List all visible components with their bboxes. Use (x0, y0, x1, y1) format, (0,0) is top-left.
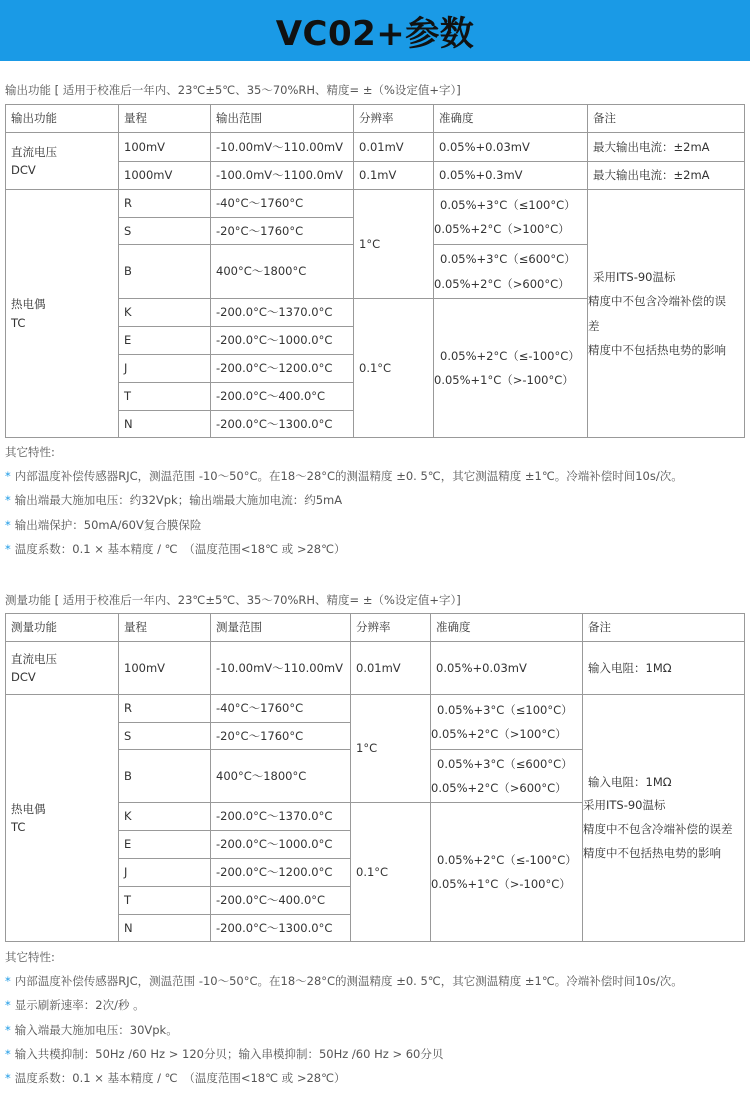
tc-type-cell: E (119, 327, 211, 355)
note-cell: 最大输出电流：±2mA (588, 133, 745, 162)
header-cell: 量程 (119, 614, 211, 642)
accuracy-line: 0.05%+2°C（>100°C） (431, 727, 567, 741)
note-line: 采用ITS-90温标 (593, 269, 676, 284)
tc-code: TC (11, 315, 26, 330)
note-line: 采用ITS-90温标 (583, 797, 666, 812)
bullet-icon: * (5, 1046, 11, 1061)
list-item (5, 488, 683, 512)
span-cell: 400°C～1800°C (211, 245, 354, 299)
accuracy-line: 0.05%+3°C（≤600°C） (440, 252, 576, 267)
tc-code: TC (11, 820, 26, 834)
bullet-icon: * (5, 517, 11, 532)
measure-spec-table (5, 613, 745, 942)
list-item (5, 464, 683, 488)
feature-text: 温度系数：0.1 × 基本精度 / ℃ （温度范围<18℃ 或 >28℃） (14, 541, 346, 556)
header-cell: 测量功能 (6, 614, 119, 642)
tc-type-cell: K (119, 803, 211, 831)
tc-type-cell: T (119, 383, 211, 411)
list-item (5, 513, 683, 537)
list-item (5, 1042, 683, 1066)
resolution-cell: 0.01mV (354, 133, 434, 162)
tc-type-cell: N (119, 915, 211, 942)
header-cell: 准确度 (431, 614, 583, 642)
feature-text: 内部温度补偿传感器RJC，测温范围 -10～50°C。在18～28°C的测温精度 ±0. 5℃，其它测温精度 ±1℃。冷端补偿时间10s/次。 (14, 469, 683, 483)
feature-text: 温度系数：0.1 × 基本精度 / ℃ （温度范围<18℃ 或 >28℃） (14, 1071, 346, 1086)
list-item (5, 969, 683, 993)
header-cell: 分辨率 (354, 105, 434, 133)
table-header-row (6, 614, 745, 642)
tc-type-cell: K (119, 299, 211, 327)
span-cell: -200.0°C～1300.0°C (211, 411, 354, 438)
header-cell: 输出范围 (211, 105, 354, 133)
span-cell: -100.0mV～1100.0mV (211, 162, 354, 190)
range-cell: 1000mV (119, 162, 211, 190)
note-line: 精度中不包括热电势的影响 (583, 846, 721, 861)
dcv-code: DCV (11, 163, 36, 177)
list-item (5, 1018, 683, 1042)
note-line: 差 (588, 318, 600, 333)
range-cell: 100mV (119, 642, 211, 695)
header-cell: 量程 (119, 105, 211, 133)
header-cell: 备注 (588, 105, 745, 133)
accuracy-cell (431, 695, 583, 750)
feature-text: 输入端最大施加电压：30Vpk。 (14, 1022, 178, 1037)
table-header-row (6, 105, 745, 133)
tc-type-cell: B (119, 750, 211, 803)
accuracy-cell: 0.05%+0.03mV (434, 133, 588, 162)
span-cell: -200.0°C～1200.0°C (211, 355, 354, 383)
list-item (5, 1066, 683, 1090)
note-cell: 最大输出电流：±2mA (588, 162, 745, 190)
tc-type-cell: E (119, 831, 211, 859)
measure-caption: 测量功能 [ 适用于校准后一年内、23℃±5℃、35～70%RH、精度= ±（%设定值+字）] (5, 593, 461, 607)
accuracy-cell (434, 299, 588, 438)
header-cell: 分辨率 (351, 614, 431, 642)
header-cell: 输出功能 (6, 105, 119, 133)
feature-text: 输入共模抑制：50Hz /60 Hz > 120分贝；输入串模抑制：50Hz /60 Hz > 60分贝 (14, 1046, 444, 1061)
feature-text: 输出端保护：50mA/60V复合膜保险 (14, 517, 202, 532)
dcv-label-cell (6, 642, 119, 695)
accuracy-line: 0.05%+1°C（>-100°C） (434, 373, 574, 387)
bullet-icon: * (5, 974, 11, 988)
other-features-heading: 其它特性: (5, 950, 55, 964)
span-cell: -200.0°C～1200.0°C (211, 859, 351, 887)
feature-text: 输出端最大施加电压：约32Vpk；输出端最大施加电流：约5mA (14, 493, 343, 508)
resolution-cell: 1°C (351, 695, 431, 803)
dcv-label-cell (6, 133, 119, 190)
accuracy-line: 0.05%+1°C（>-100°C） (431, 877, 571, 891)
accuracy-cell: 0.05%+0.3mV (434, 162, 588, 190)
dcv-code: DCV (11, 670, 36, 684)
note-cell: 输入电阻：1MΩ (583, 642, 745, 695)
note-line: 输入电阻：1MΩ (588, 775, 672, 790)
table-row (6, 695, 745, 723)
note-line: 精度中不包含冷端补偿的误差 (583, 822, 733, 836)
tc-type-cell: R (119, 190, 211, 218)
tc-type-cell: J (119, 355, 211, 383)
span-cell: -40°C～1760°C (211, 190, 354, 218)
resolution-cell: 0.01mV (351, 642, 431, 695)
accuracy-cell (431, 750, 583, 803)
accuracy-line: 0.05%+3°C（≤600°C） (437, 756, 573, 771)
bullet-icon: * (5, 998, 11, 1013)
bullet-icon: * (5, 1022, 11, 1037)
span-cell: -200.0°C～1370.0°C (211, 299, 354, 327)
list-item (5, 993, 683, 1017)
accuracy-line: 0.05%+2°C（>100°C） (434, 222, 570, 236)
header-cell: 测量范围 (211, 614, 351, 642)
tc-type-cell: B (119, 245, 211, 299)
span-cell: -20°C～1760°C (211, 723, 351, 750)
tc-type-cell: N (119, 411, 211, 438)
dcv-label: 直流电压 (11, 651, 57, 666)
span-cell: -200.0°C～1370.0°C (211, 803, 351, 831)
output-spec-table (5, 104, 745, 438)
tc-type-cell: T (119, 887, 211, 915)
tc-type-cell: S (119, 723, 211, 750)
feature-text: 显示刷新速率：2次/秒 。 (14, 998, 145, 1013)
resolution-cell: 0.1mV (354, 162, 434, 190)
header-cell: 准确度 (434, 105, 588, 133)
range-cell: 100mV (119, 133, 211, 162)
tc-label: 热电偶 (11, 297, 46, 312)
accuracy-cell (434, 190, 588, 245)
tc-label: 热电偶 (11, 801, 46, 816)
list-item (5, 537, 683, 561)
tc-type-cell: J (119, 859, 211, 887)
accuracy-cell (434, 245, 588, 299)
output-caption: 输出功能 [ 适用于校准后一年内、23℃±5℃、35～70%RH、精度= ±（%设定值+字）] (5, 83, 461, 97)
span-cell: -200.0°C～400.0°C (211, 383, 354, 411)
other-features-heading: 其它特性: (5, 445, 55, 459)
resolution-cell: 0.1°C (354, 299, 434, 438)
accuracy-cell (431, 803, 583, 942)
span-cell: -10.00mV～110.00mV (211, 642, 351, 695)
span-cell: -200.0°C～1000.0°C (211, 831, 351, 859)
feature-text: 内部温度补偿传感器RJC，测温范围 -10～50°C。在18～28°C的测温精度 ±0. 5℃，其它测温精度 ±1℃。冷端补偿时间10s/次。 (14, 974, 683, 988)
table-row (6, 133, 745, 162)
accuracy-line: 0.05%+2°C（≤-100°C） (440, 348, 580, 363)
accuracy-cell: 0.05%+0.03mV (431, 642, 583, 695)
span-cell: -40°C～1760°C (211, 695, 351, 723)
resolution-cell: 0.1°C (351, 803, 431, 942)
span-cell: -200.0°C～1300.0°C (211, 915, 351, 942)
header-cell: 备注 (583, 614, 745, 642)
accuracy-line: 0.05%+2°C（>600°C） (431, 781, 567, 795)
note-line: 精度中不包括热电势的影响 (588, 342, 726, 357)
bullet-icon: * (5, 469, 11, 483)
dcv-label: 直流电压 (11, 144, 57, 159)
resolution-cell: 1°C (354, 190, 434, 299)
page-title: VC02+参数 (275, 14, 475, 54)
span-cell: -200.0°C～400.0°C (211, 887, 351, 915)
tc-type-cell: S (119, 218, 211, 245)
note-line: 精度中不包含冷端补偿的误 (588, 294, 726, 309)
span-cell: -200.0°C～1000.0°C (211, 327, 354, 355)
accuracy-line: 0.05%+3°C（≤100°C） (440, 197, 576, 212)
note-cell (588, 190, 745, 438)
span-cell: -20°C～1760°C (211, 218, 354, 245)
table-row (6, 642, 745, 695)
tc-label-cell (6, 190, 119, 438)
span-cell: -10.00mV～110.00mV (211, 133, 354, 162)
tc-label-cell (6, 695, 119, 942)
bullet-icon: * (5, 1071, 11, 1086)
measure-other-features (5, 945, 683, 1090)
span-cell: 400°C～1800°C (211, 750, 351, 803)
accuracy-line: 0.05%+2°C（≤-100°C） (437, 852, 577, 867)
note-cell (583, 695, 745, 942)
bullet-icon: * (5, 541, 11, 556)
tc-type-cell: R (119, 695, 211, 723)
table-row (6, 190, 745, 218)
bullet-icon: * (5, 493, 11, 508)
accuracy-line: 0.05%+3°C（≤100°C） (437, 702, 573, 717)
output-other-features (5, 440, 683, 561)
accuracy-line: 0.05%+2°C（>600°C） (434, 276, 570, 291)
title-banner (0, 0, 750, 61)
